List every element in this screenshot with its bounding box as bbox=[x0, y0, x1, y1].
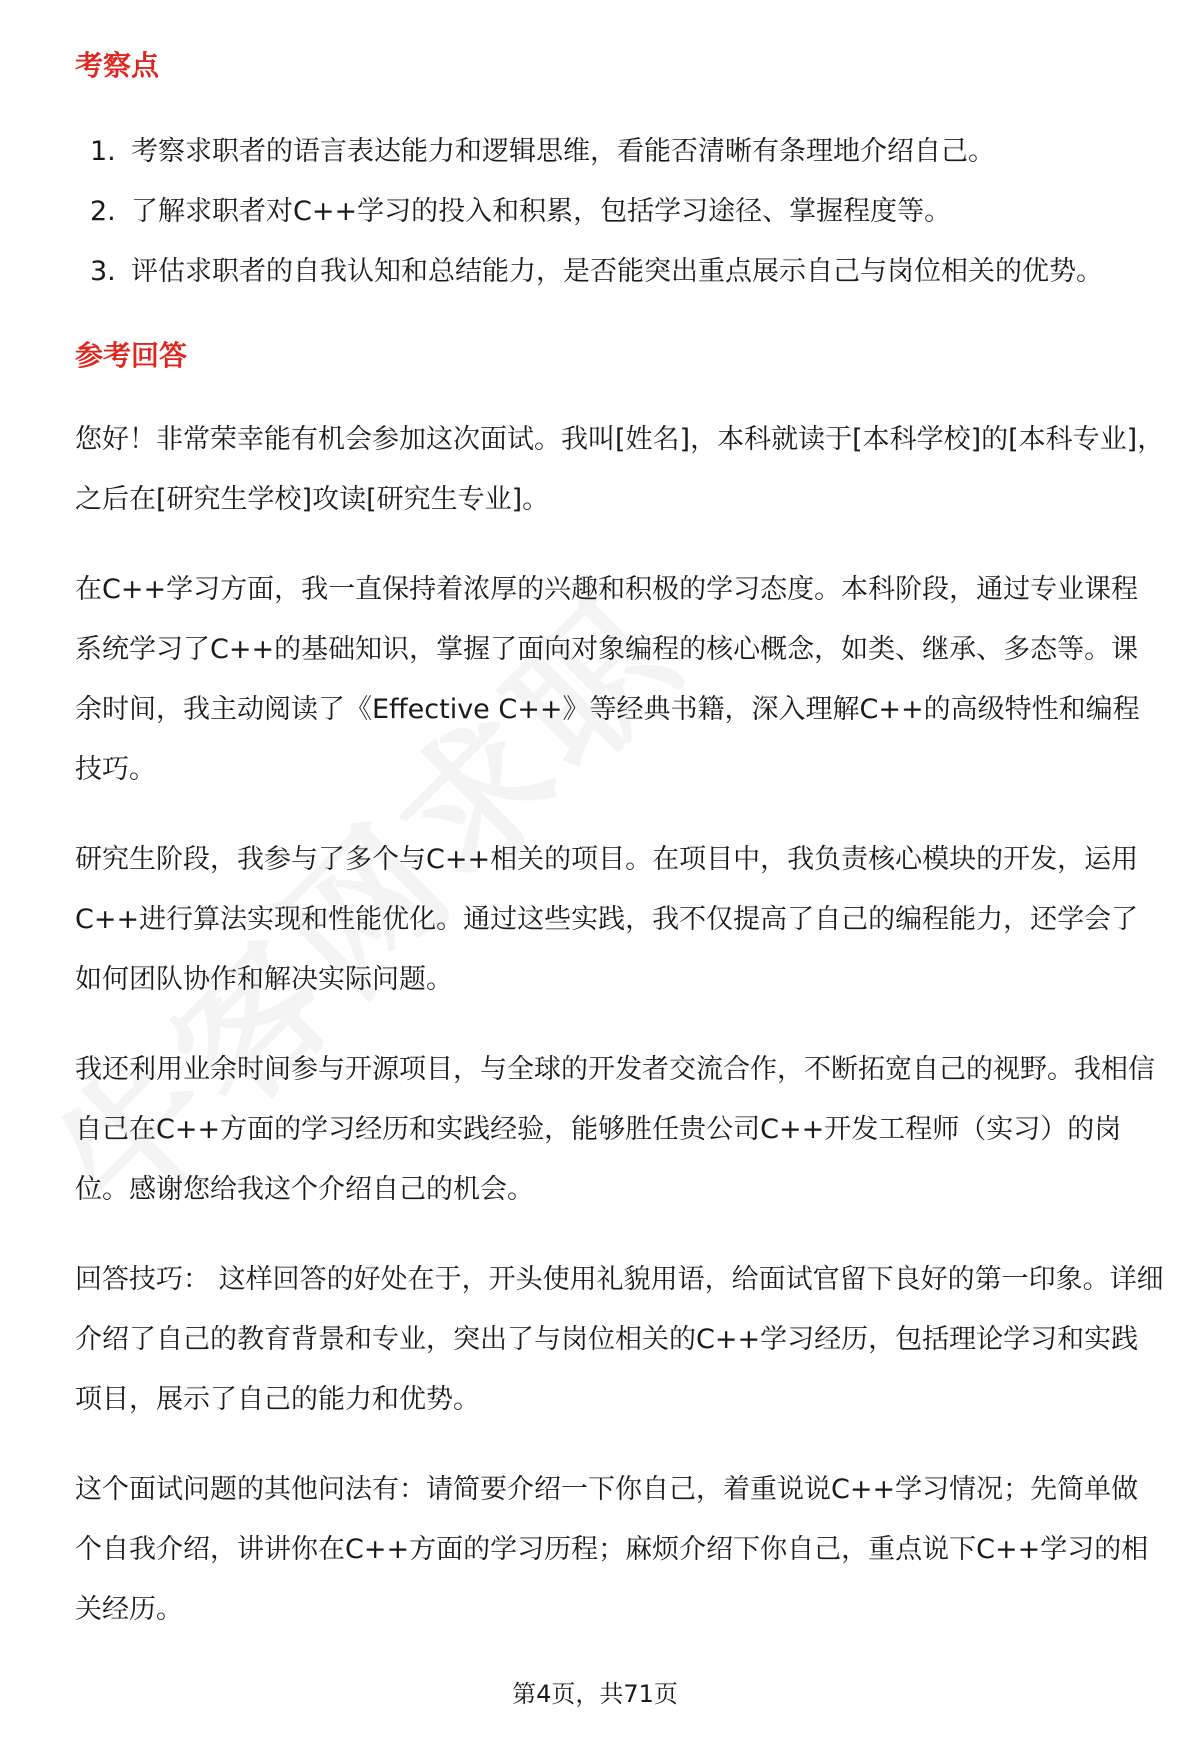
list-item-text: 评估求职者的自我认知和总结能力，是否能突出重点展示自己与岗位相关的优势。 bbox=[131, 256, 1103, 287]
list-item bbox=[75, 182, 1165, 242]
focus-list bbox=[75, 122, 1165, 302]
alternative-questions-paragraph: 这个面试问题的其他问法有：请简要介绍一下你自己，着重说说C++学习情况；先简单做个自我介绍，讲讲你在C++方面的学习历程；麻烦介绍下你自己，重点说下C++学习的相关经历。 bbox=[75, 1474, 1149, 1625]
answer-paragraph: 您好！非常荣幸能有机会参加这次面试。我叫[姓名]，本科就读于[本科学校]的[本科专业]，之后在[研究生学校]攻读[研究生专业]。 bbox=[75, 424, 1165, 515]
list-number: 3. bbox=[90, 256, 116, 287]
list-number: 1. bbox=[90, 136, 116, 167]
list-item bbox=[75, 122, 1165, 182]
list-item-text: 考察求职者的语言表达能力和逻辑思维，看能否清晰有条理地介绍自己。 bbox=[131, 136, 995, 167]
tips-paragraph: 回答技巧： 这样回答的好处在于，开头使用礼貌用语，给面试官留下良好的第一印象。详细介绍了自己的教育背景和专业，突出了与岗位相关的C++学习经历，包括理论学习和实践项目，展示了自己的能力和优势。 bbox=[75, 1264, 1164, 1415]
list-item-text: 了解求职者对C++学习的投入和积累，包括学习途径、掌握程度等。 bbox=[131, 196, 952, 227]
section-heading-focus: 考察点 bbox=[75, 49, 160, 82]
answer-paragraph: 在C++学习方面，我一直保持着浓厚的兴趣和积极的学习态度。本科阶段，通过专业课程系统学习了C++的基础知识，掌握了面向对象编程的核心概念，如类、继承、多态等。课余时间，我主动阅读了《Effective C++》等经典书籍，深入理解C++的高级特性和编程技巧。 bbox=[75, 574, 1140, 785]
page-content bbox=[75, 46, 1165, 1640]
list-item bbox=[75, 242, 1165, 302]
answer-paragraph: 我还利用业余时间参与开源项目，与全球的开发者交流合作，不断拓宽自己的视野。我相信自己在C++方面的学习经历和实践经验，能够胜任贵公司C++开发工程师（实习）的岗位。感谢您给我这个介绍自己的机会。 bbox=[75, 1054, 1155, 1205]
page-number-footer: 第4页，共71页 bbox=[512, 1680, 678, 1708]
answer-paragraph: 研究生阶段，我参与了多个与C++相关的项目。在项目中，我负责核心模块的开发，运用C++进行算法实现和性能优化。通过这些实践，我不仅提高了自己的编程能力，还学会了如何团队协作和解决实际问题。 bbox=[75, 844, 1139, 995]
list-number: 2. bbox=[90, 196, 116, 227]
section-heading-answer: 参考回答 bbox=[75, 339, 188, 372]
